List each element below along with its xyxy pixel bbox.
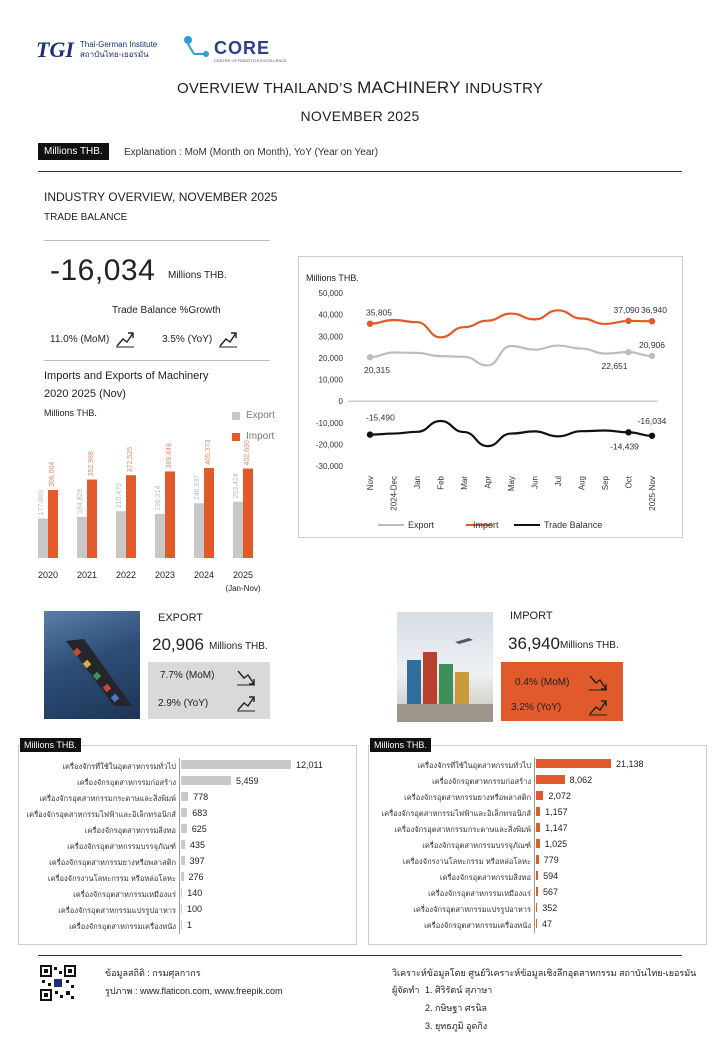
x-tick-label: Jun (530, 476, 540, 489)
export-card-title: EXPORT (158, 612, 204, 624)
axis-line (179, 870, 180, 886)
breakdown-row (18, 838, 357, 853)
series-point (649, 433, 655, 439)
x-tick-label: Apr (483, 476, 493, 489)
export-bar (233, 502, 243, 558)
y-tick-label: -30,000 (315, 462, 343, 471)
breakdown-bar (536, 791, 543, 800)
divider (44, 360, 270, 361)
series-point (625, 429, 631, 435)
breakdown-bar (536, 887, 538, 896)
breakdown-bar (181, 840, 185, 849)
x-tick-label: 2025-Nov (648, 476, 657, 511)
series-point (625, 349, 631, 355)
export-bar-label: 246,637 (194, 474, 201, 501)
x-tick-label: Sep (601, 476, 610, 491)
breakdown-label: เครื่องจักรอุตสาหกรรมกระดาษและสิ่งพิมพ์ (39, 794, 176, 803)
y-tick-label: 20,000 (318, 353, 343, 363)
series-point (367, 320, 373, 326)
axis-line (179, 854, 180, 870)
breakdown-label: เครื่องจักรอุตสาหกรรมสิ่งทอ (439, 873, 531, 882)
year-tick-label: 2024 (193, 570, 215, 580)
breakdown-value: 1,147 (545, 823, 568, 833)
footer-authors-label: ผู้จัดทำ (392, 985, 420, 995)
x-tick-label: Aug (577, 476, 587, 491)
breakdown-value: 2,072 (548, 791, 571, 801)
breakdown-row (18, 790, 357, 805)
page-title: OVERVIEW THAILAND’S MACHINERY INDUSTRY (176, 78, 544, 97)
axis-line (534, 821, 535, 837)
breakdown-label: เครื่องจักรอุตสาหกรรมบรรจุภัณฑ์ (67, 842, 176, 851)
core-logo (180, 32, 287, 66)
export-bar (194, 503, 204, 558)
breakdown-row (368, 821, 707, 836)
import-card-unit: Millions THB. (560, 640, 619, 651)
breakdown-value: 1 (187, 920, 193, 930)
axis-line (534, 917, 535, 933)
breakdown-label: เครื่องจักรอุตสาหกรรมเครื่องหนัง (424, 921, 531, 930)
footer-author: 2. กษิษฐา ศรนิล (425, 1003, 488, 1013)
breakdown-bar (181, 888, 182, 897)
breakdown-row (18, 870, 357, 885)
core-logo-mark: CORE (214, 38, 271, 58)
y-tick-label: -10,000 (315, 418, 343, 428)
divider (38, 171, 682, 172)
legend-export: Export (232, 410, 275, 421)
breakdown-label: เครื่องจักรอุตสาหกรรมก่อสร้าง (432, 777, 531, 786)
breakdown-row (368, 773, 707, 788)
breakdown-bar (181, 808, 187, 817)
axis-line (534, 837, 535, 853)
legend-swatch (232, 412, 240, 420)
legend-import: Import (232, 431, 274, 442)
breakdown-bar (181, 872, 184, 881)
series-point (367, 354, 373, 360)
axis-line (179, 758, 180, 774)
import-bar-label: 306,004 (49, 461, 56, 487)
breakdown-row (368, 837, 707, 852)
annual-unit: Millions THB. (44, 408, 97, 418)
breakdown-value: 100 (187, 904, 203, 914)
breakdown-row (368, 789, 707, 804)
export-growth-box (148, 662, 270, 719)
breakdown-value: 594 (543, 871, 559, 881)
x-tick-label: Mar (460, 476, 469, 490)
x-tick-label: May (507, 476, 516, 492)
breakdown-bar (181, 760, 291, 769)
cargo-ship-icon (44, 611, 140, 719)
import-bar-label: 402,630 (244, 440, 251, 466)
x-tick-label: Jul (554, 476, 563, 487)
axis-line (534, 853, 535, 869)
y-tick-label: 50,000 (318, 289, 343, 298)
y-tick-label: -20,000 (315, 440, 343, 450)
import-card-value: 36,940 (508, 634, 560, 653)
axis-line (534, 869, 535, 885)
breakdown-bar (181, 776, 231, 785)
axis-line (534, 757, 535, 773)
data-label: 22,651 (601, 361, 628, 372)
container-port-icon (397, 612, 493, 722)
axis-line (534, 805, 535, 821)
import-yoy-chip: 3.2% (YoY) (511, 702, 562, 713)
tgi-name-th: สถาบันไทย-เยอรมัน (79, 50, 149, 59)
tb-yoy-text: 3.5% (YoY) (162, 333, 213, 345)
breakdown-value: 21,138 (616, 759, 644, 769)
breakdown-label: เครื่องจักรอุตสาหกรรมแปรรูปอาหาร (413, 905, 531, 914)
breakdown-value: 12,011 (296, 760, 323, 770)
breakdown-bar (536, 855, 539, 864)
tb-mom-text: 11.0% (MoM) (50, 333, 110, 345)
breakdown-row (18, 822, 357, 837)
breakdown-value: 140 (187, 888, 203, 898)
breakdown-bar (536, 807, 540, 816)
import-bar-label: 405,373 (205, 440, 212, 465)
breakdown-label: เครื่องจักรอุตสาหกรรมก่อสร้าง (77, 778, 176, 787)
breakdown-value: 1,157 (545, 807, 568, 817)
breakdown-label: เครื่องจักรอุตสาหกรรมบรรจุภัณฑ์ (422, 841, 531, 850)
breakdown-bar (181, 904, 182, 913)
breakdown-label: เครื่องจักรที่ใช้ในอุตสาหกรรมทั่วไป (417, 761, 531, 770)
breakdown-label: เครื่องจักรอุตสาหกรรมยางหรือพลาสติก (404, 793, 531, 802)
trend-up-icon (588, 698, 608, 716)
import-breakdown-tag: Millions THB. (370, 738, 431, 752)
export-bar-label: 253,424 (233, 473, 240, 499)
tgi-logo-mark: TGI (36, 37, 74, 62)
trend-up-icon (236, 694, 256, 712)
year-tick-label: 2022 (115, 570, 137, 580)
breakdown-value: 778 (193, 792, 209, 802)
trend-down-icon (588, 673, 608, 691)
annual-subtitle: 2020 2025 (Nov) (44, 388, 126, 400)
x-tick-label: Feb (436, 476, 446, 490)
export-card-unit: Millions THB. (209, 641, 268, 652)
legend-label: Import (473, 520, 499, 530)
axis-line (534, 885, 535, 901)
y-tick-label: 30,000 (318, 332, 343, 342)
axis-line (534, 789, 535, 805)
breakdown-bar (536, 823, 540, 832)
breakdown-row (18, 774, 357, 789)
breakdown-row (368, 917, 707, 932)
import-bar (165, 471, 175, 558)
import-breakdown-chart (368, 757, 707, 937)
breakdown-value: 47 (542, 919, 553, 929)
breakdown-label: เครื่องจักรอุตสาหกรรมกระดาษและสิ่งพิมพ์ (394, 825, 531, 834)
trend-up-icon (115, 330, 135, 348)
breakdown-value: 1,025 (544, 839, 568, 849)
import-bar (243, 469, 253, 558)
annual-bar-chart (30, 440, 280, 600)
breakdown-label: เครื่องจักรอุตสาหกรรมสิ่งทอ (84, 826, 176, 835)
year-note: (Jan-Nov) (225, 584, 261, 593)
overview-heading: INDUSTRY OVERVIEW, NOVEMBER 2025 (44, 190, 278, 204)
legend-label: Export (408, 520, 435, 530)
breakdown-bar (536, 775, 565, 784)
data-label: 20,906 (639, 339, 665, 350)
data-label: 20,315 (364, 365, 390, 376)
tgi-name-en: Thai-German Institute (79, 40, 158, 49)
breakdown-value: 567 (543, 887, 559, 897)
import-bar (48, 490, 58, 558)
axis-line (179, 790, 180, 806)
footer-author: 1. ศิริรัตน์ สุภาษา (425, 985, 493, 995)
import-bar-label: 372,525 (127, 446, 134, 473)
breakdown-bar (181, 792, 188, 801)
export-mom-chip: 7.7% (MoM) (160, 670, 215, 681)
trade-balance-unit: Millions THB. (168, 270, 227, 281)
import-card-title: IMPORT (510, 610, 553, 622)
axis-line (179, 902, 180, 918)
footer-images: รูปภาพ : www.flaticon.com, www.freepik.com (105, 986, 283, 996)
breakdown-label: เครื่องจักรอุตสาหกรรมเหมืองแร่ (428, 889, 531, 898)
explanation-text: Explanation : MoM (Month on Month), YoY (Year on Year) (124, 147, 379, 158)
year-tick-label: 2020 (37, 570, 59, 580)
data-label: 36,940 (641, 305, 667, 316)
series-point (649, 318, 655, 324)
data-label: -15,490 (366, 412, 395, 423)
trend-down-icon (236, 668, 256, 686)
data-label: -16,034 (637, 415, 667, 426)
growth-label: Trade Balance %Growth (112, 305, 221, 316)
breakdown-value: 397 (189, 856, 205, 866)
export-bar (155, 514, 165, 558)
footer-author: 3. ยุทธภูมิ อูดกิง (425, 1021, 488, 1031)
monthly-line-chart (298, 280, 683, 538)
breakdown-value: 435 (189, 840, 205, 850)
data-label: -14,439 (610, 441, 639, 452)
breakdown-bar (536, 759, 611, 768)
export-bar-label: 198,314 (155, 485, 162, 511)
axis-line (179, 918, 180, 934)
axis-line (179, 886, 180, 902)
legend-label: Trade Balance (544, 520, 603, 530)
breakdown-label: เครื่องจักรอุตสาหกรรมแปรรูปอาหาร (58, 906, 176, 915)
monthly-chart-ylabel: Millions THB. (306, 273, 359, 283)
export-ship-image (44, 611, 140, 719)
data-label: 35,805 (366, 307, 392, 318)
x-tick-label: Jan (413, 476, 422, 489)
import-bar (204, 468, 214, 558)
breakdown-row (18, 902, 357, 917)
breakdown-row (18, 806, 357, 821)
breakdown-row (368, 757, 707, 772)
breakdown-value: 625 (191, 824, 207, 834)
breakdown-label: เครื่องจักรอุตสาหกรรมไฟฟ้าและอิเล็กทรอนิกส์ (26, 810, 176, 819)
breakdown-row (368, 901, 707, 916)
import-port-image (397, 612, 493, 722)
breakdown-row (368, 885, 707, 900)
export-yoy-chip: 2.9% (YoY) (158, 698, 209, 709)
data-label: 37,090 (613, 304, 640, 315)
export-bar (116, 511, 126, 558)
overview-sub: TRADE BALANCE (44, 212, 128, 223)
export-bar-label: 184,829 (77, 488, 84, 514)
year-tick-label: 2021 (76, 570, 98, 580)
import-bar (87, 480, 97, 558)
axis-line (179, 838, 180, 854)
y-tick-label: 0 (338, 397, 343, 407)
series-line-import (370, 310, 652, 337)
breakdown-row (18, 854, 357, 869)
unit-tag: Millions THB. (38, 143, 109, 160)
tgi-logo (36, 34, 186, 66)
breakdown-bar (536, 919, 537, 928)
import-growth-box (501, 662, 623, 721)
axis-line (179, 822, 180, 838)
breakdown-label: เครื่องจักรอุตสาหกรรมเครื่องหนัง (69, 922, 176, 931)
import-bar (126, 475, 136, 558)
trade-balance-value: -16,034 (50, 254, 156, 287)
breakdown-bar (536, 903, 537, 912)
series-point (367, 431, 373, 437)
breakdown-value: 683 (192, 808, 208, 818)
breakdown-label: เครื่องจักรอุตสาหกรรมเหมืองแร่ (73, 890, 176, 899)
breakdown-value: 276 (188, 872, 204, 882)
breakdown-row (368, 869, 707, 884)
x-tick-label: Nov (366, 476, 375, 491)
import-bar-label: 352,988 (88, 451, 95, 477)
axis-line (179, 806, 180, 822)
x-tick-label: Oct (624, 476, 634, 489)
breakdown-row (368, 853, 707, 868)
y-tick-label: 10,000 (318, 375, 343, 385)
breakdown-bar (536, 839, 540, 848)
trend-up-icon (218, 330, 238, 348)
qr-code-icon (40, 965, 76, 1001)
breakdown-bar (181, 856, 185, 865)
axis-line (534, 773, 535, 789)
breakdown-row (18, 758, 357, 773)
breakdown-bar (181, 824, 187, 833)
axis-line (534, 901, 535, 917)
breakdown-label: เครื่องจักรที่ใช้ในอุตสาหกรรมทั่วไป (62, 762, 176, 771)
export-bar (38, 518, 48, 558)
breakdown-bar (181, 920, 182, 929)
breakdown-label: เครื่องจักรงานโลหะกรรม หรือหล่อโลหะ (402, 857, 531, 866)
footer-analysis: วิเคราะห์ข้อมูลโดย ศูนย์วิเคราะห์ข้อมูลเชิงลึกอุตสาหกรรม สถาบันไทย-เยอรมัน (392, 968, 697, 978)
breakdown-value: 779 (543, 855, 559, 865)
series-point (625, 318, 631, 324)
breakdown-row (18, 886, 357, 901)
export-bar (77, 517, 87, 558)
export-card-value: 20,906 (152, 635, 204, 654)
tb-mom-chip (50, 330, 135, 348)
breakdown-value: 8,062 (569, 775, 593, 785)
page-month: NOVEMBER 2025 (300, 108, 420, 124)
breakdown-label: เครื่องจักรงานโลหะกรรม หรือหล่อโลหะ (47, 874, 176, 883)
breakdown-row (18, 918, 357, 933)
x-tick-label: 2024-Dec (389, 476, 399, 511)
import-mom-chip: 0.4% (MoM) (515, 677, 570, 688)
export-breakdown-chart (18, 758, 357, 938)
year-tick-label: 2023 (154, 570, 176, 580)
breakdown-value: 352 (542, 903, 558, 913)
export-breakdown-tag: Millions THB. (20, 738, 81, 752)
annual-title: Imports and Exports of Machinery (44, 370, 209, 382)
breakdown-row (368, 805, 707, 820)
axis-line (179, 774, 180, 790)
divider (44, 240, 270, 241)
export-bar-label: 210,479 (116, 482, 123, 509)
breakdown-value: 5,459 (235, 776, 259, 786)
series-point (649, 353, 655, 359)
divider (38, 955, 682, 956)
breakdown-label: เครื่องจักรอุตสาหกรรมยางหรือพลาสติก (49, 858, 176, 867)
export-bar-label: 177,889 (38, 490, 45, 516)
tb-yoy-chip (162, 330, 238, 348)
footer-source: ข้อมูลสถิติ : กรมศุลกากร (105, 968, 201, 978)
year-tick-label: 2025 (232, 570, 254, 580)
core-logo-sub: CENTER OF ROBOTICS EXCELLENCE (214, 58, 287, 63)
breakdown-bar (536, 871, 538, 880)
import-bar-label: 389,448 (166, 443, 173, 469)
breakdown-label: เครื่องจักรอุตสาหกรรมไฟฟ้าและอิเล็กทรอนิกส์ (381, 809, 531, 818)
y-tick-label: 40,000 (318, 310, 343, 320)
